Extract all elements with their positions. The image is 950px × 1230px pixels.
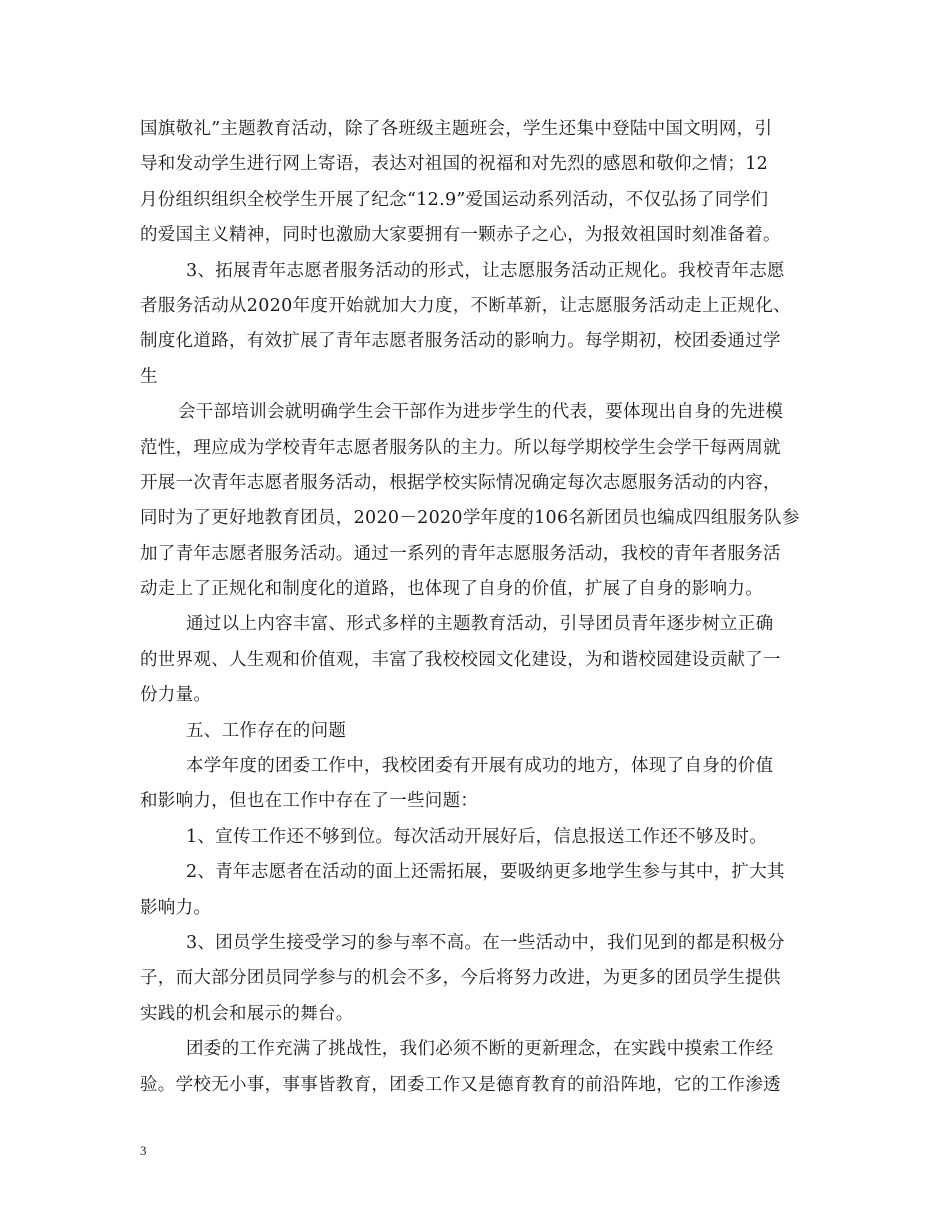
text-line: 者服务活动从2020年度开始就加大力度，不断革新，让志愿服务活动走上正规化、 [140, 295, 791, 316]
text-line: 1、宣传工作还不够到位。每次活动开展好后，信息报送工作还不够及时。 [186, 826, 768, 847]
text-line: 加了青年志愿者服务活动。通过一系列的青年志愿服务活动，我校的青年者服务活 [140, 543, 781, 564]
text-line: 和影响力，但也在工作中存在了一些问题： [140, 791, 479, 812]
text-line: 开展一次青年志愿者服务活动，根据学校实际情况确定每次志愿服务活动的内容， [140, 472, 781, 493]
text-line: 同时为了更好地教育团员，2020－2020学年度的106名新团员也编成四组服务队参 [140, 508, 800, 529]
text-line: 实践的机会和展示的舞台。 [140, 1003, 354, 1024]
document-body [140, 112, 820, 1103]
text-line: 影响力。 [140, 897, 212, 918]
text-line: 范性，理应成为学校青年志愿者服务队的主力。所以每学期校学生会学干每两周就 [140, 437, 781, 458]
text-line: 导和发动学生进行网上寄语，表达对祖国的祝福和对先烈的感恩和敬仰之情；12 [140, 154, 769, 175]
text-line: 的世界观、人生观和价值观，丰富了我校校园文化建设，为和谐校园建设贡献了一 [140, 649, 781, 670]
text-line: 国旗敬礼”主题教育活动，除了各班级主题班会，学生还集中登陆中国文明网，引 [140, 119, 773, 139]
text-line: 的爱国主义精神，同时也激励大家要拥有一颗赤子之心，为报效祖国时刻准备着。 [140, 225, 781, 246]
text-line: 3、团员学生接受学习的参与率不高。在一些活动中，我们见到的都是积极分 [186, 932, 785, 953]
text-line: 会干部培训会就明确学生会干部作为进步学生的代表，要体现出自身的先进模 [178, 402, 784, 423]
text-line: 五、工作存在的问题 [186, 720, 347, 741]
text-line: 3、拓展青年志愿者服务活动的形式，让志愿服务活动正规化。我校青年志愿 [186, 260, 785, 281]
text-line: 验。学校无小事，事事皆教育，团委工作又是德育教育的前沿阵地，它的工作渗透 [140, 1074, 781, 1095]
page-number: 3 [140, 1143, 147, 1158]
text-line: 生 [140, 366, 158, 387]
text-line: 月份组织组织全校学生开展了纪念“12.9”爱国运动系列活动，不仅弘扬了同学们 [140, 189, 769, 210]
text-line: 制度化道路，有效扩展了青年志愿者服务活动的影响力。每学期初，校团委通过学 [140, 331, 781, 352]
text-line: 团委的工作充满了挑战性，我们必须不断的更新理念，在实践中摸索工作经 [186, 1039, 774, 1060]
text-line: 本学年度的团委工作中，我校团委有开展有成功的地方，体现了自身的价值 [186, 756, 774, 777]
text-line: 动走上了正规化和制度化的道路，也体现了自身的价值，扩展了自身的影响力。 [140, 579, 763, 600]
text-line: 子，而大部分团员同学参与的机会不多，今后将努力改进，为更多的团员学生提供 [140, 968, 781, 989]
text-line: 2、青年志愿者在活动的面上还需拓展，要吸纳更多地学生参与其中，扩大其 [186, 862, 785, 883]
text-line: 通过以上内容丰富、形式多样的主题教育活动，引导团员青年逐步树立正确 [186, 614, 774, 635]
text-line: 份力量。 [140, 685, 212, 706]
